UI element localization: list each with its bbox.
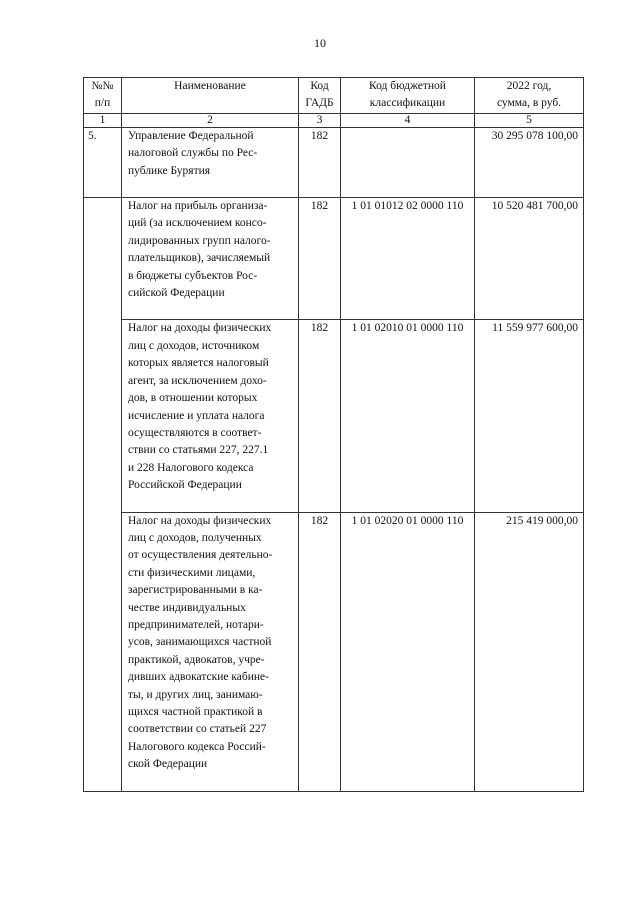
table-row (84, 512, 584, 791)
row-number (84, 512, 122, 791)
row-sum: 215 419 000,00 (475, 512, 584, 791)
column-index: 2 (122, 113, 299, 127)
column-index: 3 (299, 113, 341, 127)
column-index: 5 (475, 113, 584, 127)
row-number: 5. (84, 127, 122, 197)
row-sum: 30 295 078 100,00 (475, 127, 584, 197)
row-bcc: 1 01 02010 01 0000 110 (341, 320, 475, 512)
row-name: Налог на доходы физических лиц с доходов, источником которых является налоговый агент, за исключением дохо- дов, в отношении которых исчисление и уплата налога осуществляются в соответ- ствии со статьями 227, 227.1 и 228 Налогового кодекса Российской Федерации (122, 320, 299, 512)
row-sum: 10 520 481 700,00 (475, 198, 584, 320)
row-bcc: 1 01 01012 02 0000 110 (341, 198, 475, 320)
row-code: 182 (299, 512, 341, 791)
header-code: Код ГАДБ (299, 78, 341, 114)
row-bcc: 1 01 02020 01 0000 110 (341, 512, 475, 791)
budget-table (83, 77, 584, 792)
header-name: Наименование (122, 78, 299, 114)
table-row (84, 198, 584, 320)
column-index: 4 (341, 113, 475, 127)
table-header-row (84, 78, 584, 114)
row-name: Налог на доходы физических лиц с доходов, полученных от осуществления деятельно- сти физическими лицами, зарегистрированными в ка- честве индивидуальных предпринимателей, нотари- усов, занимающихся частной практикой, адвокатов, учре- дивших адвокатские кабине- ты, и других лиц, занимаю- щихся частной практикой в соответствии со статьей 227 Налогового кодекса Россий- ской Федерации (122, 512, 299, 791)
row-sum: 11 559 977 600,00 (475, 320, 584, 512)
header-sum: 2022 год, сумма, в руб. (475, 78, 584, 114)
table-row-main (84, 127, 584, 197)
row-number (84, 198, 122, 320)
header-bcc: Код бюджетной классификации (341, 78, 475, 114)
page-number: 10 (314, 36, 326, 50)
row-code: 182 (299, 198, 341, 320)
row-number (84, 320, 122, 512)
row-code: 182 (299, 320, 341, 512)
table-row (84, 320, 584, 512)
header-num: №№ п/п (84, 78, 122, 114)
row-bcc (341, 127, 475, 197)
row-code: 182 (299, 127, 341, 197)
row-name: Налог на прибыль организа- ций (за исключением консо- лидированных групп налого- плательщиков), зачисляемый в бюджеты субъектов Рос- сийской Федерации (122, 198, 299, 320)
column-index-row (84, 113, 584, 127)
row-name: Управление Федеральной налоговой службы по Рес- публике Бурятия (122, 127, 299, 197)
column-index: 1 (84, 113, 122, 127)
